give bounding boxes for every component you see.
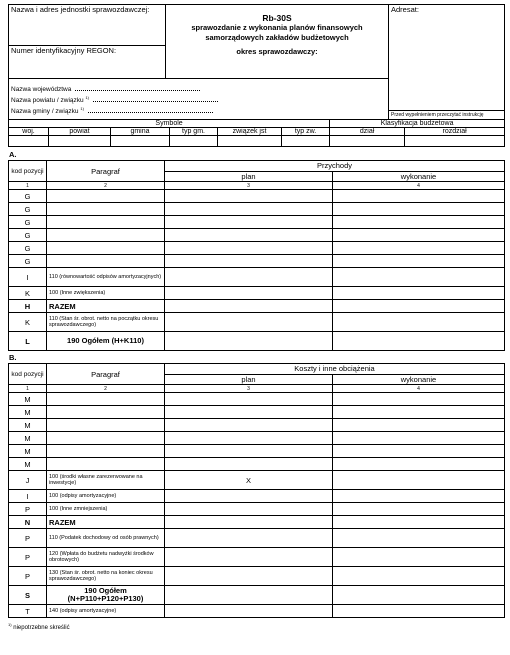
section-b-label: B. (9, 353, 17, 362)
row-plan-input[interactable] (165, 432, 333, 445)
entity-label: Nazwa i adres jednostki sprawozdawczej: (11, 5, 150, 14)
table-row (9, 529, 505, 548)
row-plan-input[interactable] (165, 332, 333, 351)
table-row (9, 242, 505, 255)
row-plan-input[interactable] (165, 567, 333, 586)
symbol-input[interactable] (282, 136, 330, 147)
instruction-note: Przed wypełnieniem przeczytać instrukcję (389, 110, 504, 119)
table-row (9, 190, 505, 203)
col-paragraph-header: Paragraf (47, 161, 165, 182)
table-row (9, 393, 505, 406)
row-plan-input[interactable] (165, 548, 333, 567)
row-exec-input[interactable] (333, 458, 505, 471)
row-code: G (9, 242, 47, 255)
row-exec-input[interactable] (333, 242, 505, 255)
row-code: P (9, 503, 47, 516)
table-row (9, 445, 505, 458)
row-plan-input[interactable] (165, 419, 333, 432)
region-county[interactable]: Nazwa powiatu / związku $^{1)}$ (11, 95, 386, 106)
symbol-col-typ-gm: typ gm. (170, 128, 218, 136)
row-code: H (9, 300, 47, 313)
col-plan-header: plan (165, 374, 333, 385)
table-row (9, 300, 505, 313)
symbol-col-typ-zw: typ zw. (282, 128, 330, 136)
col-number: 3 (165, 182, 333, 190)
row-code: G (9, 203, 47, 216)
table-row (9, 406, 505, 419)
table-row (9, 216, 505, 229)
row-exec-input[interactable] (333, 605, 505, 618)
entity-name-cell[interactable] (9, 5, 166, 46)
row-code: M (9, 419, 47, 432)
row-paragraph: 100 (Inne zwiększenia) (47, 287, 165, 300)
row-paragraph[interactable] (47, 229, 165, 242)
row-plan-input[interactable] (165, 490, 333, 503)
row-code: M (9, 393, 47, 406)
symbol-col-powiat: powiat (49, 128, 111, 136)
row-exec-input[interactable] (333, 216, 505, 229)
col-code-header: kod pozycji (9, 364, 47, 385)
row-code: S (9, 586, 47, 605)
col-paragraph-header: Paragraf (47, 364, 165, 385)
row-exec-input[interactable] (333, 190, 505, 203)
table-row (9, 419, 505, 432)
row-code: L (9, 332, 47, 351)
class-input[interactable] (330, 136, 405, 147)
col-number: 4 (333, 385, 505, 393)
row-code: M (9, 458, 47, 471)
row-exec-input[interactable] (333, 586, 505, 605)
table-row (9, 503, 505, 516)
col-number: 2 (47, 385, 165, 393)
row-paragraph: 190 Ogółem (N+P110+P120+P130) (47, 586, 165, 605)
row-paragraph[interactable] (47, 393, 165, 406)
table-row (9, 332, 505, 351)
region-voivodeship[interactable]: Nazwa województwa (11, 84, 386, 95)
row-exec-input[interactable] (333, 287, 505, 300)
row-plan-input[interactable] (165, 445, 333, 458)
regon-label: Numer identyfikacyjny REGON: (11, 46, 117, 55)
row-paragraph: RAZEM (47, 300, 165, 313)
row-plan-input[interactable] (165, 268, 333, 287)
symbol-input[interactable] (49, 136, 111, 147)
row-exec-input[interactable] (333, 445, 505, 458)
row-code: N (9, 516, 47, 529)
row-code: G (9, 216, 47, 229)
row-exec-input[interactable] (333, 548, 505, 567)
table-row (9, 287, 505, 300)
row-paragraph[interactable] (47, 406, 165, 419)
row-exec-input[interactable] (333, 393, 505, 406)
row-plan-input[interactable] (165, 458, 333, 471)
row-paragraph: 130 (Stan śr. obrot. netto na koniec okresu sprawozdawczego) (47, 567, 165, 586)
col-number: 3 (165, 385, 333, 393)
row-plan-input[interactable] (165, 605, 333, 618)
row-exec-input[interactable] (333, 490, 505, 503)
table-row (9, 432, 505, 445)
table-row (9, 203, 505, 216)
row-paragraph[interactable] (47, 432, 165, 445)
region-cell (9, 79, 389, 120)
symbols-title: Symbole (9, 120, 330, 128)
row-paragraph: 110 (Stan śr. obrot. netto na początku okresu sprawozdawczego) (47, 313, 165, 332)
class-col-rozdzial: rozdział (405, 128, 505, 136)
row-plan-input[interactable] (165, 300, 333, 313)
row-exec-input[interactable] (333, 471, 505, 490)
row-code: J (9, 471, 47, 490)
row-plan-input[interactable] (165, 586, 333, 605)
row-paragraph: 110 (Podatek dochodowy od osób prawnych) (47, 529, 165, 548)
col-plan-header: plan (165, 171, 333, 182)
table-row (9, 229, 505, 242)
row-exec-input[interactable] (333, 300, 505, 313)
row-plan-input[interactable] (165, 406, 333, 419)
table-row (9, 458, 505, 471)
row-code: P (9, 567, 47, 586)
header-table (8, 4, 505, 120)
row-plan-input[interactable] (165, 287, 333, 300)
row-paragraph[interactable] (47, 190, 165, 203)
row-exec-input[interactable] (333, 516, 505, 529)
col-number: 1 (9, 182, 47, 190)
row-code: G (9, 229, 47, 242)
row-paragraph[interactable] (47, 458, 165, 471)
col-number: 1 (9, 385, 47, 393)
row-code: I (9, 490, 47, 503)
row-paragraph: 110 (równowartość odpisów amortyzacyjnych) (47, 268, 165, 287)
regon-cell[interactable] (9, 46, 166, 79)
row-paragraph[interactable] (47, 255, 165, 268)
row-plan-input[interactable] (165, 242, 333, 255)
symbol-col-woj: woj. (9, 128, 49, 136)
row-plan-input[interactable] (165, 393, 333, 406)
row-exec-input[interactable] (333, 255, 505, 268)
row-plan-input[interactable]: X (165, 471, 333, 490)
table-row (9, 490, 505, 503)
row-exec-input[interactable] (333, 332, 505, 351)
col-exec-header: wykonanie (333, 171, 505, 182)
col-group-header: Przychody (165, 161, 505, 172)
row-paragraph: 190 Ogółem (H+K110) (47, 332, 165, 351)
row-code: M (9, 406, 47, 419)
table-row (9, 471, 505, 490)
class-col-dzial: dział (330, 128, 405, 136)
row-exec-input[interactable] (333, 419, 505, 432)
symbol-input[interactable] (170, 136, 218, 147)
row-plan-input[interactable] (165, 229, 333, 242)
section-a-label: A. (9, 150, 17, 159)
table-row (9, 255, 505, 268)
col-exec-header: wykonanie (333, 374, 505, 385)
row-paragraph: 120 (Wpłata do budżetu nadwyżki środków obrotowych) (47, 548, 165, 567)
row-code: K (9, 287, 47, 300)
table-row (9, 313, 505, 332)
row-plan-input[interactable] (165, 503, 333, 516)
table-row (9, 548, 505, 567)
table-row (9, 567, 505, 586)
form-title-cell (166, 5, 389, 79)
row-code: P (9, 529, 47, 548)
row-paragraph: 100 (środki własne zarezerwowane na inwestycje) (47, 471, 165, 490)
row-paragraph: RAZEM (47, 516, 165, 529)
footnote: $^{1)}$ niepotrzebne skreślić (8, 622, 70, 631)
row-exec-input[interactable] (333, 229, 505, 242)
symbol-input[interactable] (9, 136, 49, 147)
row-paragraph[interactable] (47, 203, 165, 216)
symbol-input[interactable] (111, 136, 170, 147)
addressee-cell[interactable] (389, 5, 505, 120)
class-input[interactable] (405, 136, 505, 147)
row-exec-input[interactable] (333, 268, 505, 287)
row-paragraph[interactable] (47, 445, 165, 458)
row-exec-input[interactable] (333, 406, 505, 419)
row-code: T (9, 605, 47, 618)
region-commune[interactable]: Nazwa gminy / związku $^{1)}$ (11, 106, 386, 117)
col-number: 4 (333, 182, 505, 190)
row-plan-input[interactable] (165, 255, 333, 268)
row-code: I (9, 268, 47, 287)
section-b-table (8, 363, 505, 618)
symbol-col-gmina: gmina (111, 128, 170, 136)
form-title: sprawozdanie z wykonania planów finansowych samorządowych zakładów budżetowych (191, 23, 363, 42)
row-paragraph: 100 (Inne zmniejszenia) (47, 503, 165, 516)
table-row (9, 268, 505, 287)
col-group-header: Koszty i inne obciążenia (165, 364, 505, 375)
section-a-table (8, 160, 505, 351)
row-plan-input[interactable] (165, 190, 333, 203)
row-paragraph[interactable] (47, 216, 165, 229)
row-code: G (9, 190, 47, 203)
row-paragraph[interactable] (47, 419, 165, 432)
row-paragraph[interactable] (47, 242, 165, 255)
table-row (9, 516, 505, 529)
symbols-table (8, 119, 505, 147)
addressee-label: Adresat: (391, 5, 419, 14)
row-code: G (9, 255, 47, 268)
form-code: Rb-30S (262, 13, 292, 23)
col-number: 2 (47, 182, 165, 190)
row-exec-input[interactable] (333, 567, 505, 586)
row-plan-input[interactable] (165, 529, 333, 548)
row-exec-input[interactable] (333, 313, 505, 332)
row-plan-input[interactable] (165, 203, 333, 216)
report-form (8, 4, 504, 631)
row-code: K (9, 313, 47, 332)
period-label: okres sprawozdawczy: (236, 47, 318, 56)
row-exec-input[interactable] (333, 503, 505, 516)
row-plan-input[interactable] (165, 216, 333, 229)
row-paragraph: 140 (odpisy amortyzacyjne) (47, 605, 165, 618)
row-code: M (9, 432, 47, 445)
symbol-input[interactable] (218, 136, 282, 147)
classification-title: Klasyfikacja budżetowa (330, 120, 505, 128)
symbol-col-zwiazek: związek jst (218, 128, 282, 136)
row-plan-input[interactable] (165, 516, 333, 529)
row-code: M (9, 445, 47, 458)
table-row (9, 586, 505, 605)
row-code: P (9, 548, 47, 567)
row-plan-input[interactable] (165, 313, 333, 332)
table-row (9, 605, 505, 618)
row-exec-input[interactable] (333, 529, 505, 548)
row-exec-input[interactable] (333, 203, 505, 216)
row-paragraph: 100 (odpisy amortyzacyjne) (47, 490, 165, 503)
row-exec-input[interactable] (333, 432, 505, 445)
col-code-header: kod pozycji (9, 161, 47, 182)
